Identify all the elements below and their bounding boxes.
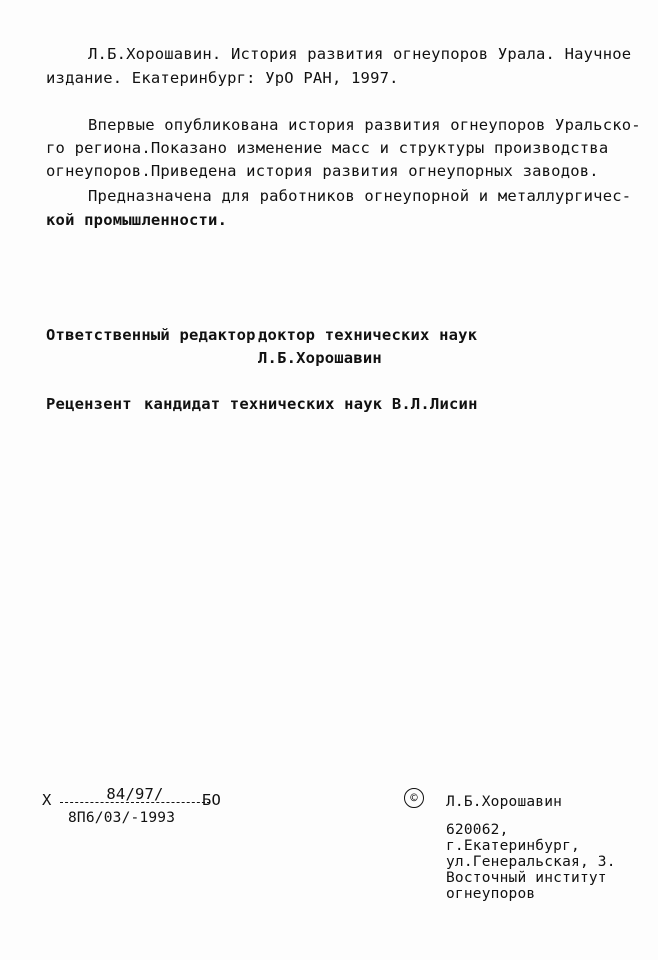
abstract-p1-line-3: огнеупоров.Приведена история развития огнеупорных заводов. [46, 162, 599, 180]
catalog-code: 8П6/03/-1993 [68, 810, 176, 826]
abstract-p1-line-2: го региона.Показано изменение масс и структуры производства [46, 139, 609, 157]
abstract-p1-line-1: Впервые опубликована история развития огнеупоров Уральско- [88, 116, 641, 134]
editor-label: Ответственный редактор [46, 326, 256, 344]
catalog-prefix: Х [42, 791, 52, 809]
editor-title: доктор технических наук [258, 326, 478, 344]
reviewer-label: Рецензент [46, 395, 132, 413]
editor-name: Л.Б.Хорошавин [258, 349, 382, 367]
catalog-number-field [60, 784, 210, 804]
address-line-2: г.Екатеринбург, [446, 838, 580, 854]
reviewer-text: кандидат технических наук В.Л.Лисин [144, 395, 478, 413]
copyright-author: Л.Б.Хорошавин [446, 794, 563, 810]
abstract-p2-line-1: Предназначена для работников огнеупорной и металлургичес- [88, 187, 632, 205]
address-line-4: Восточный институт [446, 870, 607, 886]
abstract-p2-line-2: кой промышленности. [46, 211, 228, 229]
catalog-number: 84/97/ [60, 786, 210, 803]
address-line-5: огнеупоров [446, 886, 536, 902]
catalog-suffix: БО [202, 791, 222, 809]
address-line-3: ул.Генеральская, 3. [446, 854, 616, 870]
citation-line-2: издание. Екатеринбург: УрО РАН, 1997. [46, 69, 399, 87]
citation-line-1: Л.Б.Хорошавин. История развития огнеупоров Урала. Научное [88, 45, 632, 63]
copyright-symbol: © [404, 788, 424, 808]
address-line-1: 620062, [446, 822, 509, 838]
